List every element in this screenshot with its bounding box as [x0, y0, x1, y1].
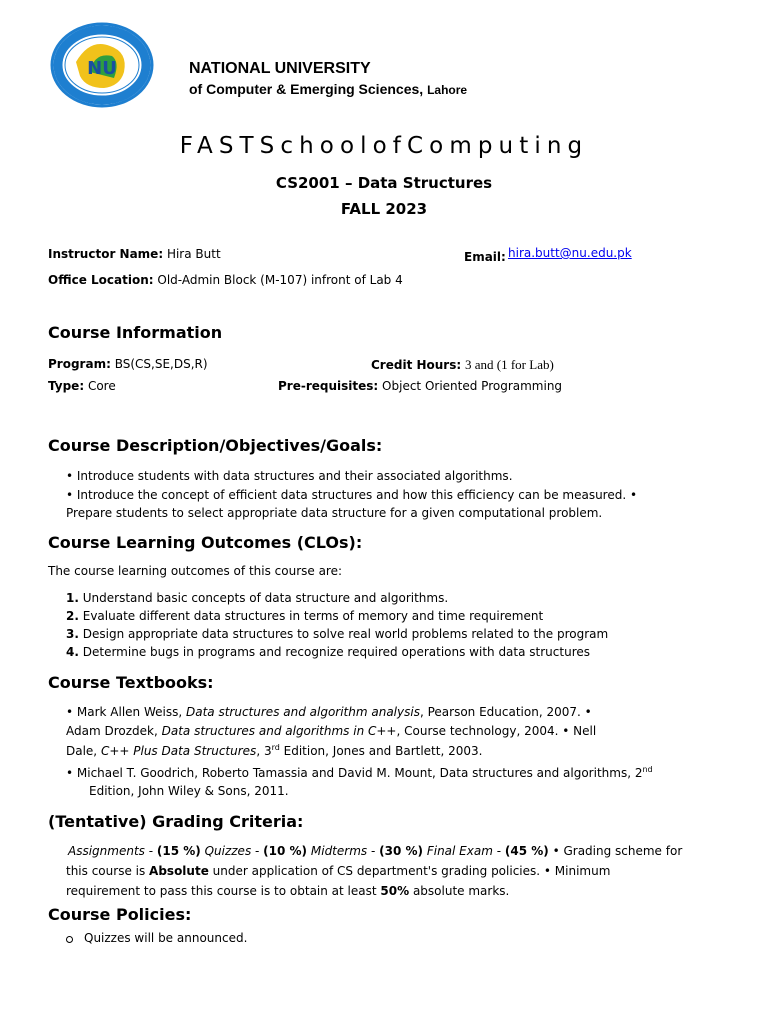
- assignments-weight: (15 %): [156, 844, 201, 858]
- institute-name: of Computer & Emerging Sciences,: [189, 81, 424, 97]
- course-info-heading: Course Information: [48, 323, 223, 342]
- clo-number: 1.: [66, 591, 79, 605]
- dash: -: [492, 844, 505, 858]
- type-value: Core: [87, 379, 116, 393]
- assignments-label: Assignments: [68, 844, 145, 858]
- type-line: [48, 379, 116, 393]
- clo-number: 3.: [66, 627, 79, 641]
- office-label: Office Location:: [48, 273, 154, 287]
- grading-scheme: Absolute: [149, 864, 209, 878]
- superscript: rd: [271, 743, 280, 752]
- clo-text: Evaluate different data structures in terms of memory and time requirement: [82, 609, 544, 623]
- clo-text: Design appropriate data structures to solve real world problems related to the program: [82, 627, 609, 641]
- program-line: [48, 357, 208, 371]
- dash: -: [367, 844, 380, 858]
- clo-number: 4.: [66, 645, 79, 659]
- textbook-line: Edition, John Wiley & Sons, 2011.: [89, 784, 289, 798]
- pass-percentage: 50%: [380, 884, 410, 898]
- textbook-edition: , 3: [256, 744, 272, 758]
- clo-item: [66, 609, 543, 623]
- grading-line: [68, 844, 682, 858]
- textbook-title: C++ Plus Data Structures: [100, 744, 257, 758]
- prereq-label: Pre-requisites:: [278, 379, 379, 393]
- policies-heading: Course Policies:: [48, 905, 192, 924]
- office-location: Old-Admin Block (M-107) infront of Lab 4: [157, 273, 403, 287]
- instructor-line: [48, 247, 221, 261]
- description-line: • Introduce students with data structures and their associated algorithms.: [66, 469, 513, 483]
- textbook-line: [66, 724, 596, 738]
- grading-line: [66, 864, 610, 878]
- policy-item: Quizzes will be announced.: [84, 931, 248, 945]
- credit-label: Credit Hours:: [371, 358, 462, 372]
- program-value: BS(CS,SE,DS,R): [114, 357, 208, 371]
- instructor-label: Instructor Name:: [48, 247, 164, 261]
- university-name: NATIONAL UNIVERSITY: [189, 60, 371, 77]
- office-line: [48, 273, 403, 287]
- prereq-line: [278, 379, 562, 393]
- textbook-publisher: , Pearson Education, 2007. •: [419, 705, 592, 719]
- university-subtitle: [189, 81, 467, 97]
- city-name: Lahore: [427, 83, 468, 97]
- grading-line: [66, 884, 509, 898]
- textbook-publisher: , Course technology, 2004. • Nell: [396, 724, 597, 738]
- course-title: CS2001 – Data Structures: [275, 174, 493, 192]
- textbook-title: Data structures and algorithm analysis: [186, 705, 420, 719]
- clo-item: [66, 591, 448, 605]
- textbook-line: [66, 766, 653, 780]
- prereq-value: Object Oriented Programming: [382, 379, 563, 393]
- clo-intro: The course learning outcomes of this course are:: [48, 564, 343, 578]
- clo-text: Understand basic concepts of data structure and algorithms.: [82, 591, 449, 605]
- grading-text: requirement to pass this course is to obtain at least: [66, 884, 381, 898]
- textbook-title: Data structures and algorithms in C++: [161, 724, 397, 738]
- dash: -: [251, 844, 264, 858]
- textbook-line: [66, 744, 482, 758]
- description-line: Prepare students to select appropriate data structure for a given computational problem.: [66, 506, 603, 520]
- description-heading: Course Description/Objectives/Goals:: [48, 436, 383, 455]
- midterms-weight: (30 %): [379, 844, 423, 858]
- textbook-author: Adam Drozdek,: [66, 724, 162, 738]
- logo-text: NU: [87, 58, 117, 79]
- quizzes-label: Quizzes: [204, 844, 252, 858]
- textbooks-heading: Course Textbooks:: [48, 673, 214, 692]
- final-exam-label: Final Exam: [426, 844, 493, 858]
- textbook-line: [66, 705, 592, 719]
- grading-text: • Grading scheme for: [548, 844, 683, 858]
- email-link[interactable]: hira.butt@nu.edu.pk: [508, 246, 632, 260]
- term: FALL 2023: [340, 200, 428, 218]
- superscript: nd: [642, 765, 653, 774]
- clo-item: [66, 645, 590, 659]
- textbook-author: • Mark Allen Weiss,: [66, 705, 186, 719]
- textbook-publisher: Edition, Jones and Bartlett, 2003.: [279, 744, 483, 758]
- credit-value: 3 and (1 for Lab): [465, 357, 554, 372]
- final-exam-weight: (45 %): [504, 844, 549, 858]
- clo-number: 2.: [66, 609, 79, 623]
- dash: -: [144, 844, 157, 858]
- clo-heading: Course Learning Outcomes (CLOs):: [48, 533, 363, 552]
- description-line: • Introduce the concept of efficient data structures and how this efficiency can be measured. •: [66, 488, 638, 502]
- grading-heading: (Tentative) Grading Criteria:: [48, 812, 304, 831]
- grading-text: under application of CS department's grading policies. • Minimum: [208, 864, 611, 878]
- midterms-label: Midterms: [310, 844, 368, 858]
- grading-text: absolute marks.: [409, 884, 510, 898]
- textbook-author: • Michael T. Goodrich, Roberto Tamassia and David M. Mount, Data structures and algorithms, 2: [66, 766, 643, 780]
- instructor-name: Hira Butt: [166, 247, 221, 261]
- type-label: Type:: [48, 379, 85, 393]
- textbook-author: Dale,: [66, 744, 101, 758]
- circle-bullet-icon: [66, 936, 73, 943]
- credit-line: [371, 357, 554, 373]
- grading-text: this course is: [66, 864, 150, 878]
- clo-item: [66, 627, 608, 641]
- university-logo: [50, 22, 154, 108]
- email-label: Email:: [464, 250, 506, 264]
- clo-text: Determine bugs in programs and recognize required operations with data structures: [82, 645, 590, 659]
- school-title: FASTSchoolofComputing: [179, 133, 589, 159]
- quizzes-weight: (10 %): [263, 844, 308, 858]
- program-label: Program:: [48, 357, 111, 371]
